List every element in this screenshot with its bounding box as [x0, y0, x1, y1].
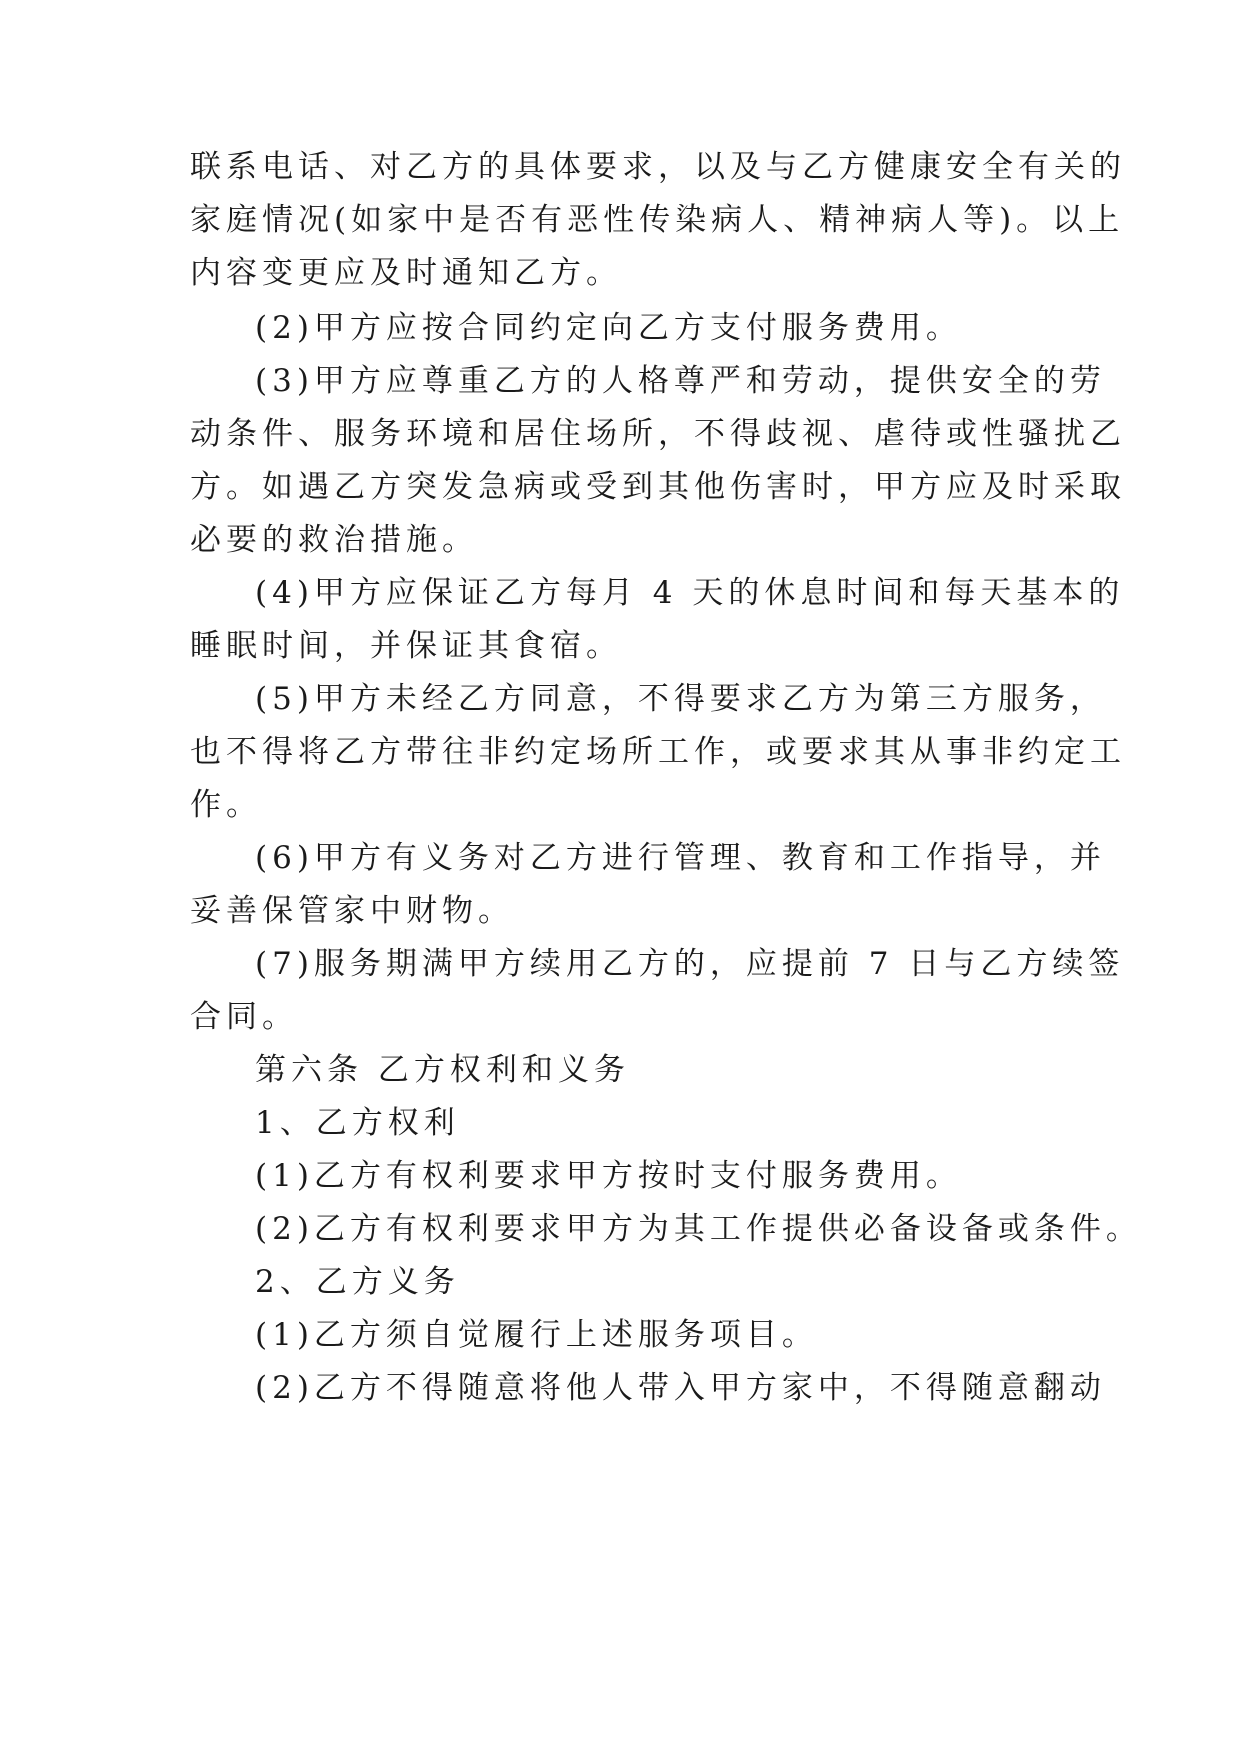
text-line: (2)甲方应按合同约定向乙方支付服务费用。: [255, 310, 962, 346]
section-heading: 第六条 乙方权利和义务: [255, 1052, 630, 1088]
text-line: 作。: [190, 787, 262, 823]
text-line: (6)甲方有义务对乙方进行管理、教育和工作指导，并: [255, 840, 1106, 876]
text-line: 睡眠时间，并保证其食宿。: [190, 628, 622, 664]
text-line: (1)乙方须自觉履行上述服务项目。: [255, 1317, 818, 1353]
subsection-heading: 1、乙方权利: [255, 1105, 460, 1141]
subsection-heading: 2、乙方义务: [255, 1264, 460, 1300]
text-line: 动条件、服务环境和居住场所，不得歧视、虐待或性骚扰乙: [190, 416, 1126, 452]
text-line: (1)乙方有权利要求甲方按时支付服务费用。: [255, 1158, 962, 1194]
text-line: (2)乙方有权利要求甲方为其工作提供必备设备或条件。: [255, 1211, 1142, 1247]
text-line: 联系电话、对乙方的具体要求，以及与乙方健康安全有关的: [190, 149, 1126, 185]
text-line: (7)服务期满甲方续用乙方的，应提前 7 日与乙方续签: [255, 946, 1125, 982]
text-line: 妥善保管家中财物。: [190, 893, 514, 929]
text-line: (2)乙方不得随意将他人带入甲方家中，不得随意翻动: [255, 1370, 1106, 1406]
text-line: 也不得将乙方带往非约定场所工作，或要求其从事非约定工: [190, 734, 1126, 770]
text-line: (5)甲方未经乙方同意，不得要求乙方为第三方服务，: [255, 681, 1106, 717]
text-line: (4)甲方应保证乙方每月 4 天的休息时间和每天基本的: [255, 575, 1125, 611]
text-line: (3)甲方应尊重乙方的人格尊严和劳动，提供安全的劳: [255, 363, 1106, 399]
text-line: 合同。: [190, 999, 298, 1035]
text-line: 家庭情况(如家中是否有恶性传染病人、精神病人等)。以上: [190, 202, 1125, 238]
text-line: 方。如遇乙方突发急病或受到其他伤害时，甲方应及时采取: [190, 469, 1126, 505]
text-line: 内容变更应及时通知乙方。: [190, 255, 622, 291]
text-line: 必要的救治措施。: [190, 522, 478, 558]
